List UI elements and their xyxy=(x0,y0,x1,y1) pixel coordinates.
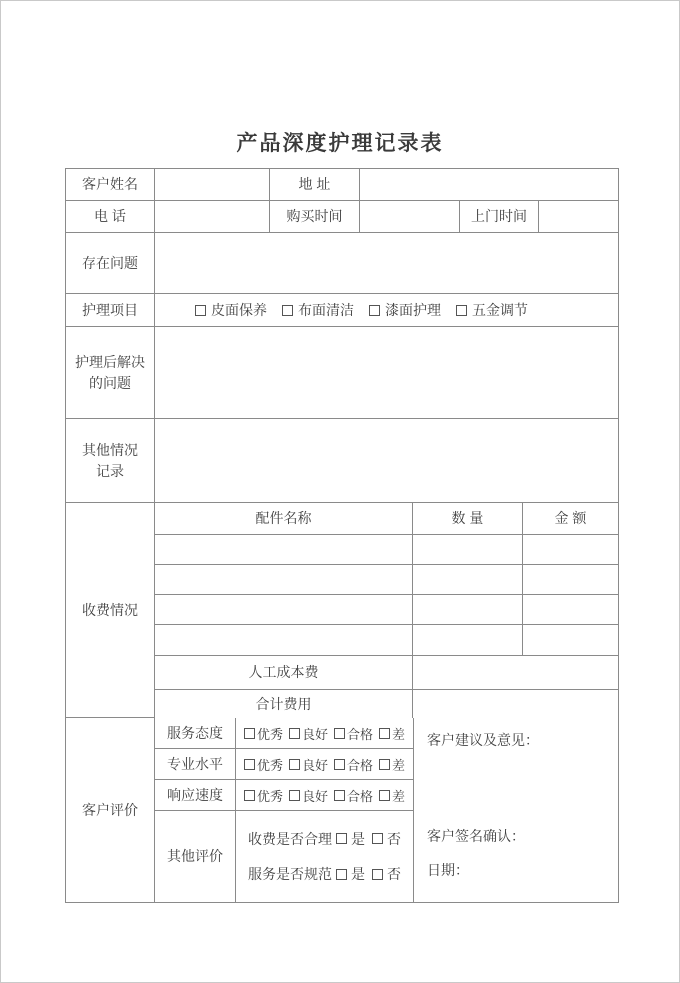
rating-options xyxy=(236,749,413,780)
amount-field[interactable] xyxy=(523,625,618,656)
total-cost-field[interactable] xyxy=(413,690,618,718)
evaluation-grid xyxy=(155,718,414,902)
other-evaluation-questions xyxy=(236,811,413,902)
solved-problems-label: 护理后解决 的问题 xyxy=(66,327,155,419)
checkbox-icon[interactable] xyxy=(289,759,300,770)
checkbox-icon[interactable] xyxy=(334,759,345,770)
checkbox-icon[interactable] xyxy=(244,790,255,801)
rating-label: 响应速度 xyxy=(155,780,236,811)
rating-option-good[interactable]: 良好 xyxy=(289,755,328,774)
rating-label: 服务态度 xyxy=(155,718,236,749)
quantity-field[interactable] xyxy=(413,625,523,656)
care-option-leather[interactable]: 皮面保养 xyxy=(195,300,267,320)
care-items-options xyxy=(155,294,618,327)
checkbox-icon[interactable] xyxy=(282,305,293,316)
purchase-time-field[interactable] xyxy=(360,201,460,233)
row-existing-problems xyxy=(66,233,618,294)
visit-time-field[interactable] xyxy=(539,201,618,233)
rating-label: 专业水平 xyxy=(155,749,236,780)
date-label: 日期： xyxy=(427,862,469,878)
total-cost-row xyxy=(155,690,618,718)
checkbox-icon[interactable] xyxy=(334,728,345,739)
accessory-row xyxy=(155,625,618,656)
accessory-name-field[interactable] xyxy=(155,595,413,625)
rating-option-poor[interactable]: 差 xyxy=(379,724,405,743)
suggestion-label: 客户建议及意见： xyxy=(427,732,539,748)
rating-option-excellent[interactable]: 优秀 xyxy=(244,755,283,774)
accessory-row xyxy=(155,565,618,595)
row-other-records xyxy=(66,419,618,503)
quantity-field[interactable] xyxy=(413,595,523,625)
rating-row-service-attitude xyxy=(155,718,413,749)
checkbox-icon[interactable] xyxy=(334,790,345,801)
total-cost-label: 合计费用 xyxy=(155,690,413,718)
rating-option-good[interactable]: 良好 xyxy=(289,786,328,805)
rating-option-good[interactable]: 良好 xyxy=(289,724,328,743)
accessory-name-field[interactable] xyxy=(155,565,413,595)
rating-option-excellent[interactable]: 优秀 xyxy=(244,786,283,805)
checkbox-icon[interactable] xyxy=(372,833,383,844)
charges-header-row xyxy=(155,503,618,535)
labor-cost-row xyxy=(155,656,618,690)
checkbox-icon[interactable] xyxy=(369,305,380,316)
care-option-fabric[interactable]: 布面清洁 xyxy=(282,300,354,320)
row-customer xyxy=(66,169,618,201)
existing-problems-label: 存在问题 xyxy=(66,233,155,294)
checkbox-icon[interactable] xyxy=(379,790,390,801)
other-records-label: 其他情况 记录 xyxy=(66,419,155,503)
address-field[interactable] xyxy=(360,169,618,201)
evaluation-section xyxy=(66,718,618,902)
checkbox-icon[interactable] xyxy=(336,869,347,880)
rating-options xyxy=(236,718,413,749)
amount-field[interactable] xyxy=(523,595,618,625)
accessory-row xyxy=(155,535,618,565)
labor-cost-field[interactable] xyxy=(413,656,618,690)
rating-options xyxy=(236,780,413,811)
checkbox-icon[interactable] xyxy=(244,728,255,739)
col-quantity: 数 量 xyxy=(413,503,523,535)
charges-section xyxy=(66,503,618,718)
phone-field[interactable] xyxy=(155,201,270,233)
phone-label: 电 话 xyxy=(66,201,155,233)
rating-row-professional-level xyxy=(155,749,413,780)
question-service-standard: 服务是否规范 是 否 xyxy=(248,866,401,883)
accessory-name-field[interactable] xyxy=(155,535,413,565)
charges-section-label: 收费情况 xyxy=(66,503,155,718)
rating-row-response-speed xyxy=(155,780,413,811)
other-evaluation-label: 其他评价 xyxy=(155,811,236,902)
rating-option-poor[interactable]: 差 xyxy=(379,755,405,774)
yes-option[interactable]: 是 xyxy=(336,864,365,884)
checkbox-icon[interactable] xyxy=(244,759,255,770)
rating-option-pass[interactable]: 合格 xyxy=(334,786,373,805)
checkbox-icon[interactable] xyxy=(372,869,383,880)
signature-label: 客户签名确认： xyxy=(427,828,525,844)
row-phone xyxy=(66,201,618,233)
existing-problems-field[interactable] xyxy=(155,233,618,294)
visit-time-label: 上门时间 xyxy=(460,201,539,233)
rating-option-pass[interactable]: 合格 xyxy=(334,755,373,774)
care-option-hardware[interactable]: 五金调节 xyxy=(456,300,528,320)
question-fee-reasonable: 收费是否合理 是 否 xyxy=(248,830,401,847)
customer-name-label: 客户姓名 xyxy=(66,169,155,201)
rating-option-pass[interactable]: 合格 xyxy=(334,724,373,743)
rating-option-excellent[interactable]: 优秀 xyxy=(244,724,283,743)
row-solved-problems xyxy=(66,327,618,419)
address-label: 地 址 xyxy=(270,169,360,201)
page-title: 产品深度护理记录表 xyxy=(236,132,444,155)
checkbox-icon[interactable] xyxy=(456,305,467,316)
checkbox-icon[interactable] xyxy=(379,728,390,739)
col-amount: 金 额 xyxy=(523,503,618,535)
accessory-name-field[interactable] xyxy=(155,625,413,656)
suggestion-signature-cell[interactable] xyxy=(414,718,618,902)
checkbox-icon[interactable] xyxy=(289,790,300,801)
solved-problems-field[interactable] xyxy=(155,327,618,419)
other-evaluation-row xyxy=(155,811,413,902)
no-option[interactable]: 否 xyxy=(372,829,401,849)
evaluation-section-label: 客户评价 xyxy=(66,718,155,902)
amount-field[interactable] xyxy=(523,565,618,595)
quantity-field[interactable] xyxy=(413,535,523,565)
accessory-row xyxy=(155,595,618,625)
checkbox-icon[interactable] xyxy=(195,305,206,316)
rating-option-poor[interactable]: 差 xyxy=(379,786,405,805)
checkbox-icon[interactable] xyxy=(336,833,347,844)
labor-cost-label: 人工成本费 xyxy=(155,656,413,690)
row-care-items xyxy=(66,294,618,327)
charges-grid xyxy=(155,503,618,718)
col-accessory-name: 配件名称 xyxy=(155,503,413,535)
other-records-field[interactable] xyxy=(155,419,618,503)
checkbox-icon[interactable] xyxy=(379,759,390,770)
form-table xyxy=(65,168,619,903)
care-option-paint[interactable]: 漆面护理 xyxy=(369,300,441,320)
checkbox-icon[interactable] xyxy=(289,728,300,739)
yes-option[interactable]: 是 xyxy=(336,829,365,849)
amount-field[interactable] xyxy=(523,535,618,565)
care-items-label: 护理项目 xyxy=(66,294,155,327)
customer-name-field[interactable] xyxy=(155,169,270,201)
purchase-time-label: 购买时间 xyxy=(270,201,360,233)
quantity-field[interactable] xyxy=(413,565,523,595)
no-option[interactable]: 否 xyxy=(372,864,401,884)
